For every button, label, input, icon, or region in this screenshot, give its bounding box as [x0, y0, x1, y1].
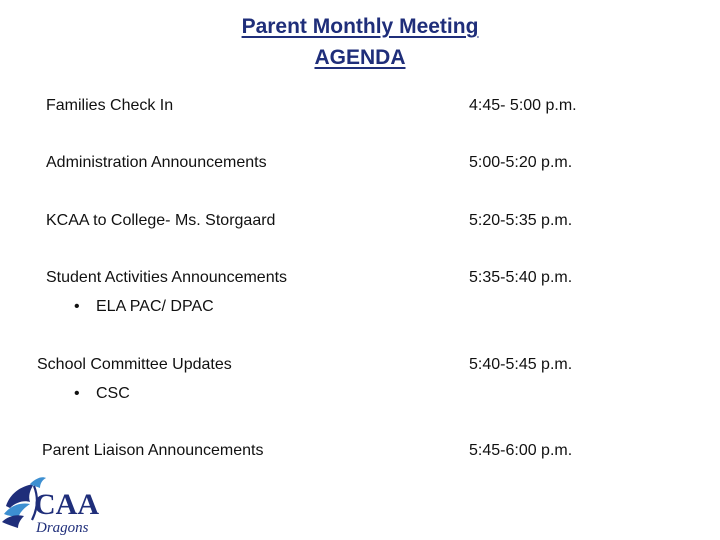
agenda-item-time: 4:45- 5:00 p.m.	[469, 97, 577, 114]
logo-script: Dragons	[36, 520, 89, 536]
agenda-item-time: 5:45-6:00 p.m.	[469, 442, 573, 459]
agenda-sub-item-label: CSC	[96, 385, 130, 402]
dragon-logo-icon	[0, 472, 112, 538]
agenda-item-time: 5:20-5:35 p.m.	[469, 212, 573, 229]
agenda-item-time: 5:00-5:20 p.m.	[469, 154, 573, 171]
agenda-item-label: Student Activities Announcements	[46, 269, 288, 286]
agenda-item-time: 5:40-5:45 p.m.	[469, 356, 573, 373]
logo-text: CAA	[34, 488, 99, 521]
agenda-sub-item	[74, 384, 130, 404]
agenda-item-time: 5:35-5:40 p.m.	[469, 269, 573, 286]
agenda-item-label: Families Check In	[46, 97, 174, 114]
agenda-item-label: Parent Liaison Announcements	[42, 442, 264, 459]
agenda-sub-item	[74, 297, 214, 317]
page-subtitle: AGENDA	[314, 46, 406, 69]
page-title: Parent Monthly Meeting	[241, 15, 479, 38]
school-logo	[0, 472, 112, 538]
agenda-item-label: School Committee Updates	[37, 356, 232, 373]
agenda-item-label: KCAA to College- Ms. Storgaard	[46, 212, 276, 229]
bullet-icon: •	[74, 298, 80, 315]
agenda-sub-item-label: ELA PAC/ DPAC	[96, 298, 214, 315]
bullet-icon: •	[74, 385, 80, 402]
agenda-item-label: Administration Announcements	[46, 154, 267, 171]
